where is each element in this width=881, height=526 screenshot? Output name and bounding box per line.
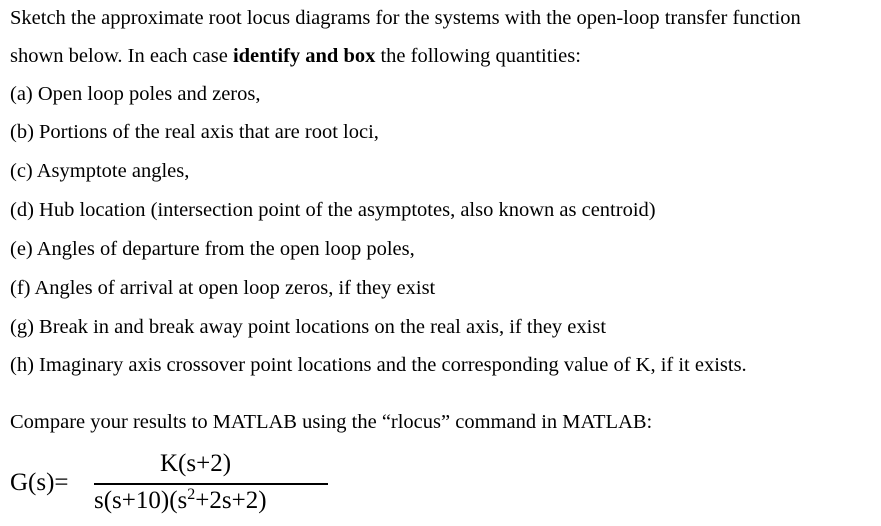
intro-line-2-suffix: the following quantities:	[375, 45, 581, 67]
fraction-bar	[94, 483, 328, 485]
item-g: (g) Break in and break away point locations on the real axis, if they exist	[10, 316, 607, 338]
item-a: (a) Open loop poles and zeros,	[10, 83, 261, 105]
formula-numerator: K(s+2)	[160, 450, 232, 477]
item-d: (d) Hub location (intersection point of the asymptotes, also known as centroid)	[10, 199, 656, 221]
item-f: (f) Angles of arrival at open loop zeros, if they exist	[10, 277, 436, 299]
intro-line-2-prefix: shown below. In each case	[10, 45, 233, 67]
formula-denominator	[94, 487, 267, 515]
denominator-exponent: 2	[187, 486, 196, 503]
item-c: (c) Asymptote angles,	[10, 160, 190, 182]
intro-emphasis: identify and box	[232, 45, 376, 67]
item-e: (e) Angles of departure from the open loop poles,	[10, 238, 415, 260]
denominator-part-2: +2s+2)	[195, 487, 267, 514]
compare-instruction: Compare your results to MATLAB using the “rlocus” command in MATLAB:	[10, 411, 653, 433]
intro-line-2	[10, 44, 581, 68]
item-h: (h) Imaginary axis crossover point locations and the corresponding value of K, if it exists.	[10, 354, 747, 376]
formula-lhs: G(s)=	[10, 469, 69, 496]
intro-line-1: Sketch the approximate root locus diagrams for the systems with the open-loop transfer function	[10, 7, 801, 29]
item-b: (b) Portions of the real axis that are root loci,	[10, 121, 379, 143]
transfer-function	[10, 450, 340, 522]
denominator-part-1: s(s+10)(s	[94, 487, 188, 514]
